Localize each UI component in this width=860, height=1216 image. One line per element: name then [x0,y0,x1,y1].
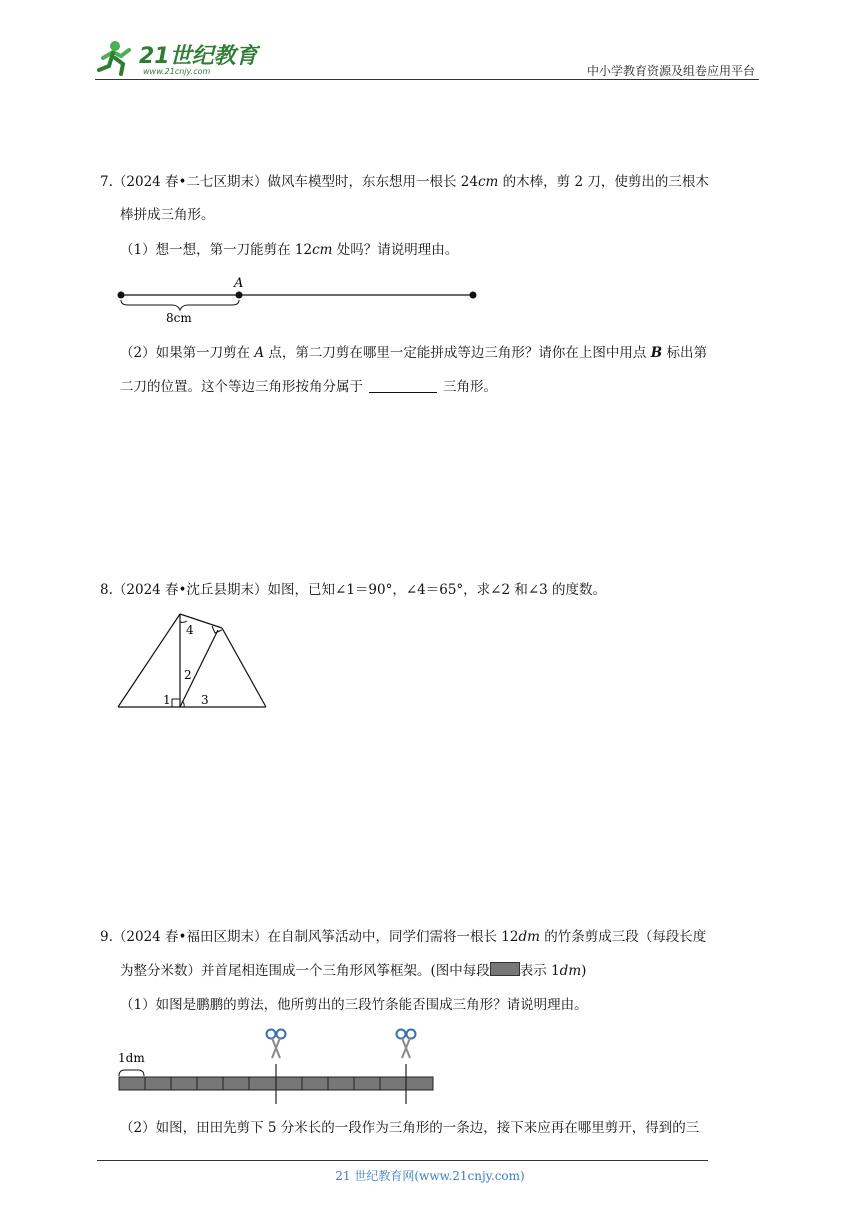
q8-triangle-figure [112,608,272,712]
unit-label: 1dm [118,1051,145,1065]
angle-3-arc [182,701,184,707]
point-a-label: A [234,276,244,291]
logo [95,36,260,78]
q7-part1: （1）想一想，第一刀能剪在 12cm 处吗？请说明理由。 [120,242,459,258]
angle-4-label: 4 [186,623,194,637]
footer-link[interactable]: 21 世纪教育网(www.21cnjy.com) [335,1169,525,1183]
q7-number: 7. [100,174,113,190]
angle-2-label: 2 [184,668,192,682]
q7-part2: （2）如果第一刀剪在 A 点，第二刀剪在哪里一定能拼成等边三角形？请你在上图中用点 B 标出第 [120,345,707,361]
answer-blank[interactable] [369,378,437,393]
point-a [236,292,243,299]
stick-right-end [470,292,477,299]
q7-part2-line2: 二刀的位置。这个等边三角形按角分属于 三角形。 [120,379,497,395]
q9-number: 9. [100,929,113,945]
right-side [222,628,266,707]
one-dm-swatch [490,962,520,976]
right-angle-mark-1 [172,699,180,707]
left-side [118,614,180,707]
q8-number: 8. [100,582,113,598]
footer-divider [97,1160,708,1161]
q8-stem: 8.（2024 春•沈丘县期末）如图，已知∠1＝90°，∠4＝65°，求∠2 和∠3 的度数。 [100,582,607,598]
scissors-icon [397,1030,416,1059]
q7-stem-line2: 棒拼成三角形。 [120,207,215,223]
q7-source: （2024 春•二七区期末） [112,174,268,190]
logo-text: 21世纪教育 [139,44,258,69]
q8-source: （2024 春•沈丘县期末） [112,582,268,598]
scissors-icon [267,1030,286,1059]
runner-logo-icon [95,36,260,78]
stick-left-end [118,292,125,299]
q9-bamboo-figure [112,1022,442,1110]
q7-stick-figure [112,272,484,328]
logo-url: www.21cnjy.com [143,67,211,76]
q9-part1: （1）如图是鹏鹏的剪法，他所剪出的三段竹条能否围成三角形？请说明理由。 [120,997,588,1013]
q9-stem-line2: 为整分米数）并首尾相连围成一个三角形风筝框架。(图中每段 表示 1dm) [120,963,587,979]
q7-stem: 7.（2024 春•二七区期末）做风车模型时，东东想用一根长 24cm 的木棒，剪 2 刀，使剪出的三根木 [100,174,709,190]
length-label: 8cm [166,311,192,325]
q9-source: （2024 春•福田区期末） [112,929,268,945]
angle-3-label: 3 [201,693,209,707]
header-divider [95,79,759,80]
angle-1-label: 1 [163,693,171,707]
q9-stem: 9.（2024 春•福田区期末）在自制风筝活动中，同学们需将一根长 12dm 的竹条剪成三段（每段长度 [100,929,707,945]
unit-brace [119,1070,144,1076]
length-brace [121,300,239,310]
q9-part2: （2）如图，田田先剪下 5 分米长的一段作为三角形的一条边，接下来应再在哪里剪开，得到的三 [120,1120,700,1136]
header-title: 中小学教育资源及组卷应用平台 [586,64,755,78]
